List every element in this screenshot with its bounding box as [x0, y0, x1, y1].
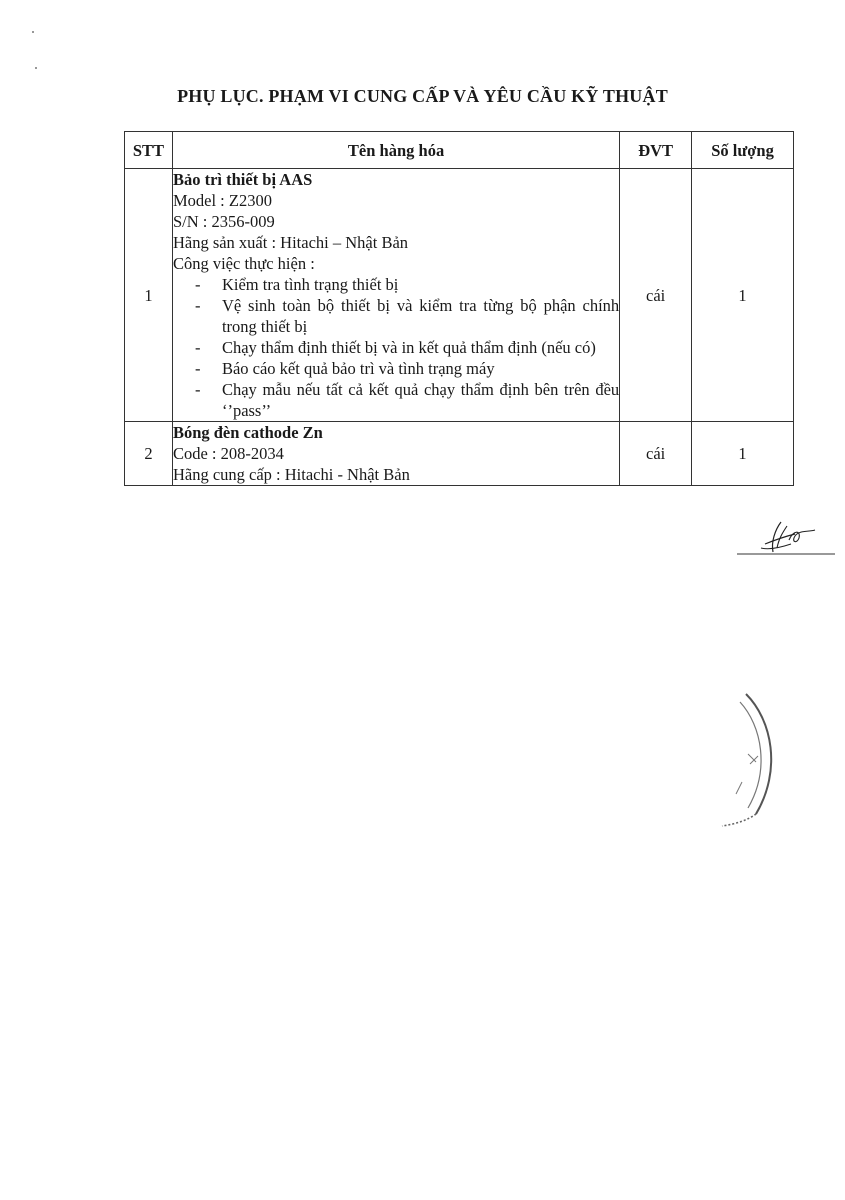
row-stt: 1	[125, 169, 173, 422]
row-description	[172, 169, 619, 422]
row-qty: 1	[692, 422, 794, 486]
task-item: - Vệ sinh toàn bộ thiết bị và kiểm tra từng bộ phận chính trong thiết bị	[195, 295, 619, 337]
task-list	[173, 274, 619, 421]
item-model: Model : Z2300	[172, 191, 272, 210]
scan-speck	[32, 31, 34, 33]
header-name: Tên hàng hóa	[172, 132, 619, 169]
header-stt: STT	[125, 132, 173, 169]
table-row	[125, 422, 794, 486]
header-qty: Số lượng	[692, 132, 794, 169]
item-serial: S/N : 2356-009	[172, 212, 275, 231]
table-row	[125, 169, 794, 422]
task-item: - Chạy mẫu nếu tất cả kết quả chạy thẩm định bên trên đều ‘’pass’’	[195, 379, 619, 421]
table-header-row	[125, 132, 794, 169]
item-code: Code : 208-2034	[172, 444, 284, 463]
item-name: Bảo trì thiết bị AAS	[172, 170, 313, 189]
page-title: PHỤ LỤC. PHẠM VI CUNG CẤP VÀ YÊU CẦU KỸ THUẬT	[177, 86, 668, 106]
seal-stamp-fragment	[712, 690, 792, 830]
row-qty: 1	[692, 169, 794, 422]
task-item: - Kiểm tra tình trạng thiết bị	[195, 274, 619, 295]
work-label: Công việc thực hiện :	[172, 254, 315, 273]
row-unit: cái	[620, 422, 692, 486]
spec-table	[124, 131, 794, 486]
row-description	[172, 422, 619, 486]
task-item: - Chạy thẩm định thiết bị và in kết quả thẩm định (nếu có)	[195, 337, 619, 358]
row-unit: cái	[620, 169, 692, 422]
row-stt: 2	[125, 422, 173, 486]
scan-speck	[35, 67, 37, 69]
initials-signature	[735, 518, 835, 574]
item-name: Bóng đèn cathode Zn	[172, 423, 323, 442]
task-item: - Báo cáo kết quả bảo trì và tình trạng máy	[195, 358, 619, 379]
item-supplier: Hãng cung cấp : Hitachi - Nhật Bản	[172, 465, 410, 484]
item-manufacturer: Hãng sản xuất : Hitachi – Nhật Bản	[172, 233, 409, 252]
header-unit: ĐVT	[620, 132, 692, 169]
